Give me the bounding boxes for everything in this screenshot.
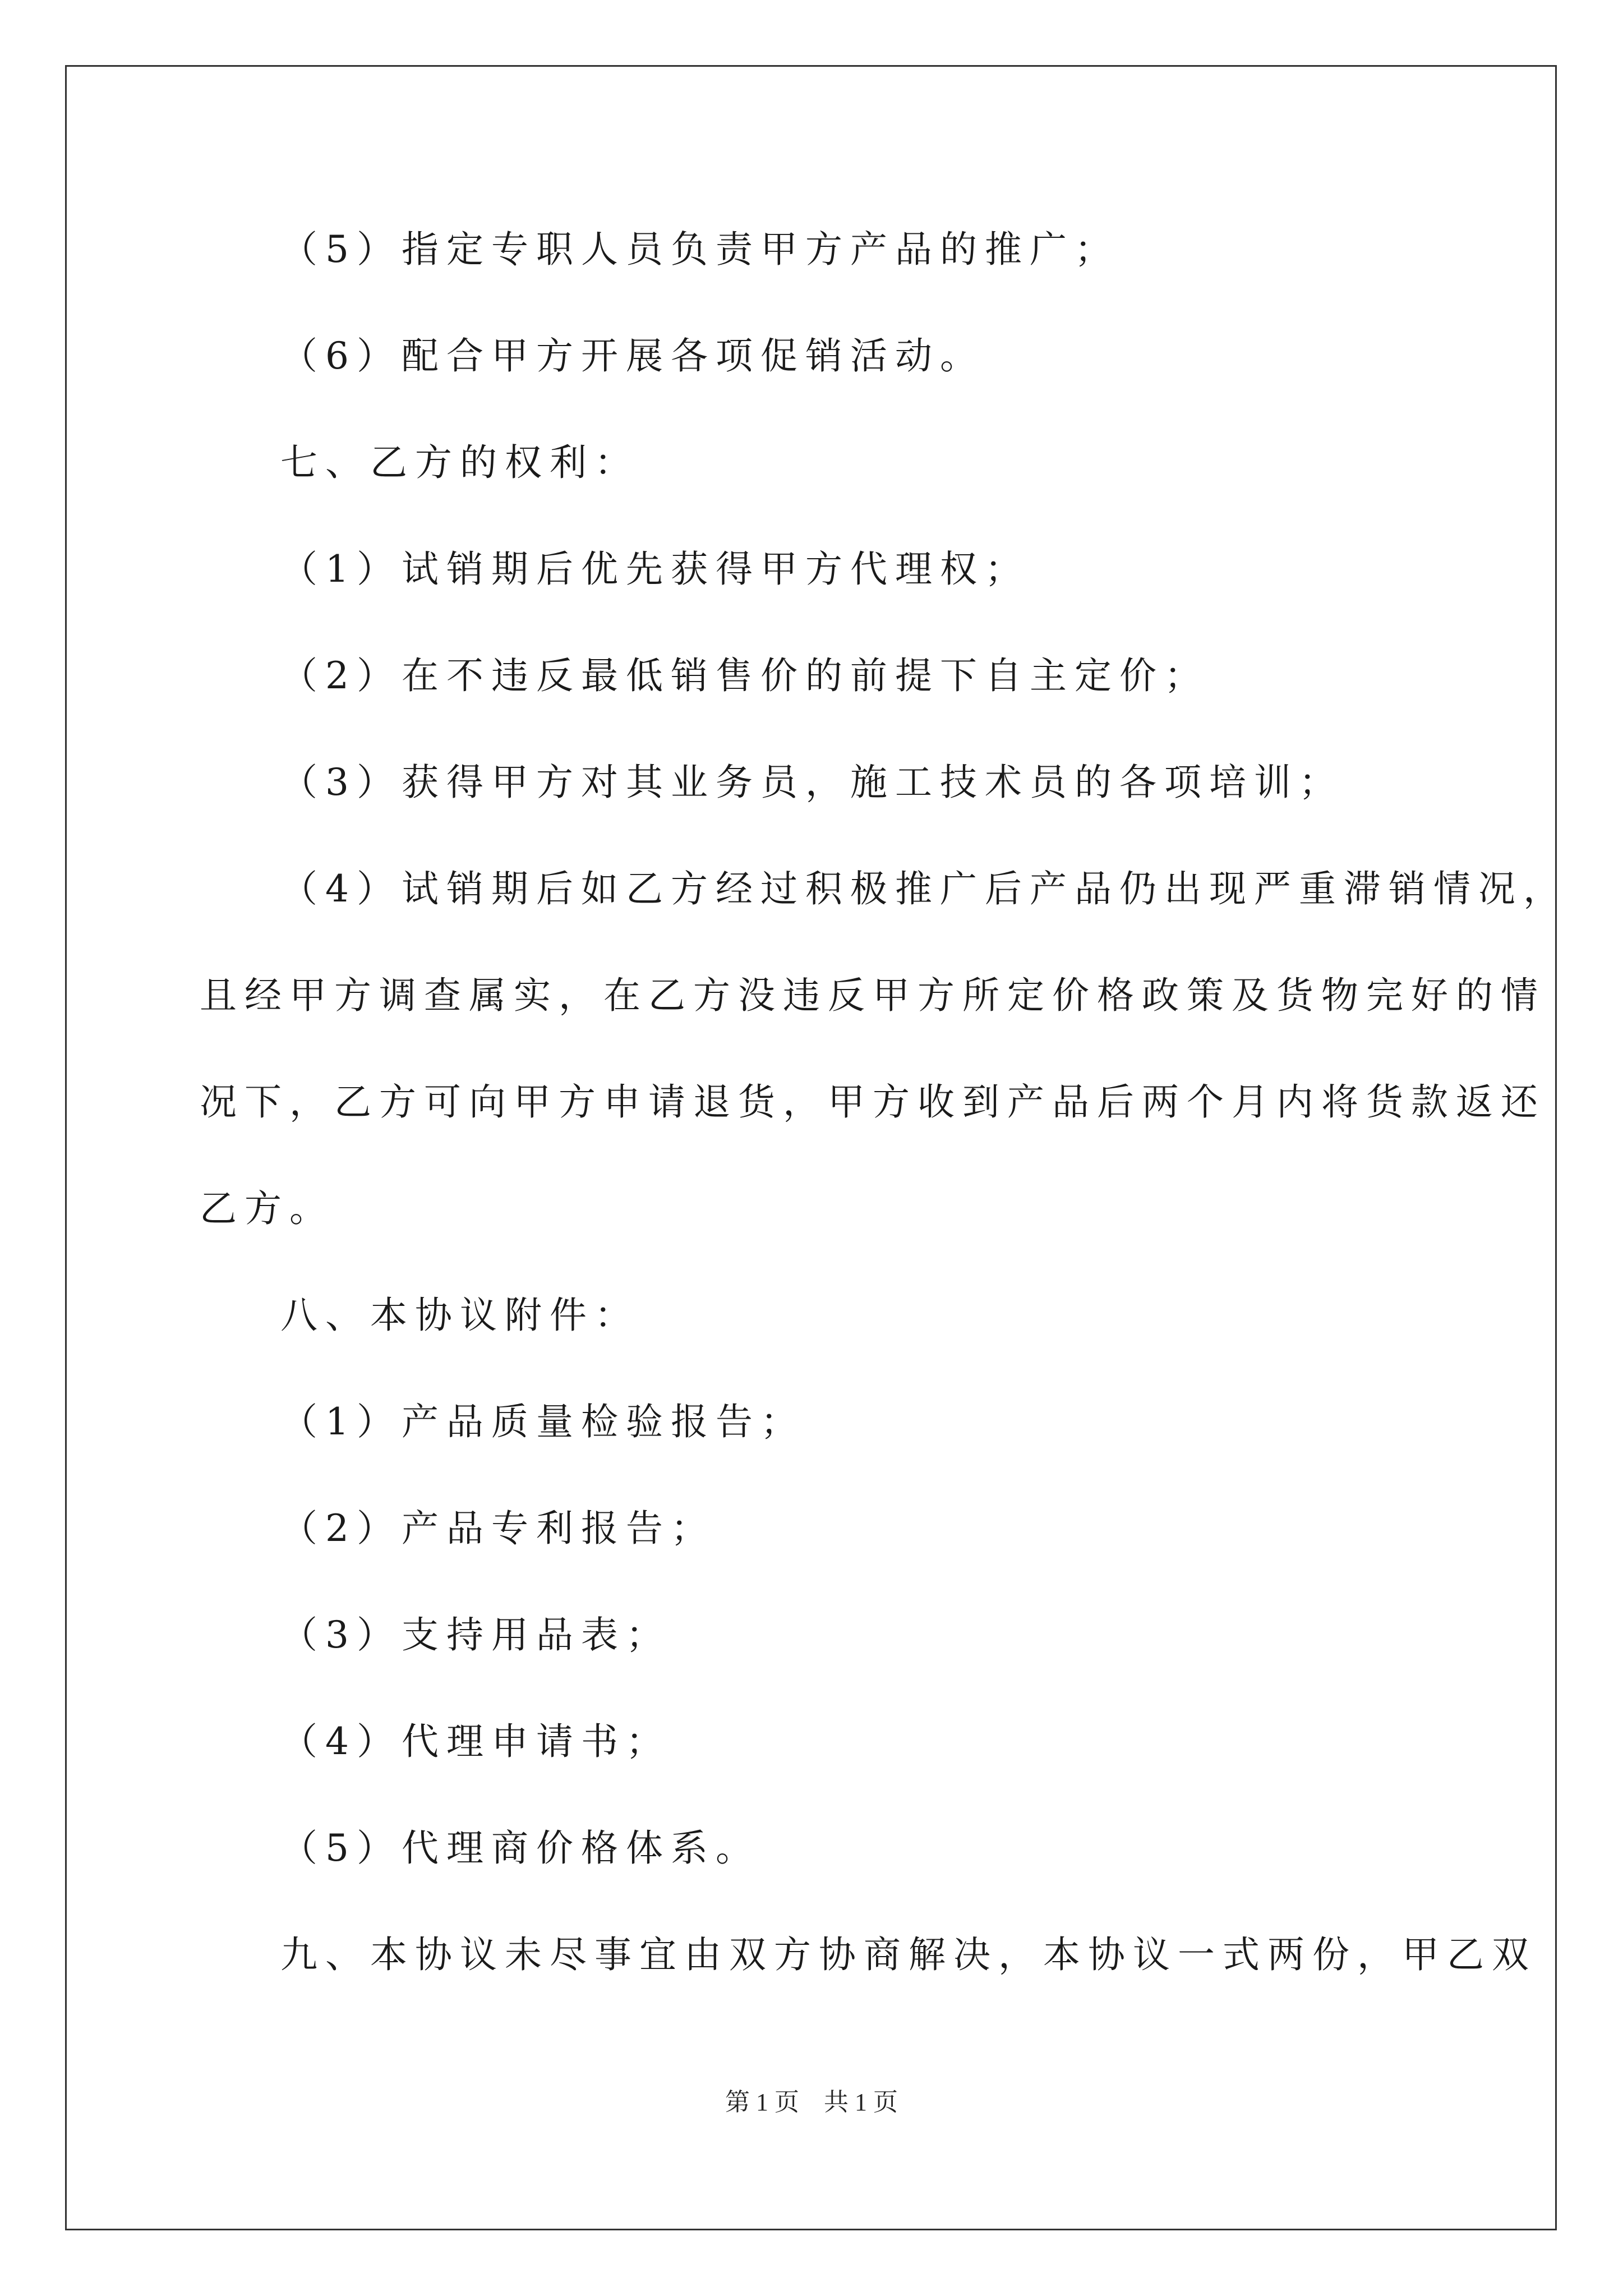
text-line: （3）获得甲方对其业务员，施工技术员的各项培训；	[280, 761, 1344, 804]
page-footer: 第 1 页 共 1 页	[725, 2088, 898, 2116]
text-line: 况下，乙方可向甲方申请退货，甲方收到产品后两个月内将货款返还	[200, 1080, 1546, 1124]
section-heading: 八、本协议附件：	[280, 1294, 639, 1337]
text-line: （5）指定专职人员负责甲方产品的推广；	[280, 228, 1119, 271]
section-heading: 九、本协议未尽事宜由双方协商解决，本协议一式两份，甲乙双	[280, 1933, 1537, 1976]
text-line: （2）产品专利报告；	[280, 1507, 716, 1550]
text-line: （6）配合甲方开展各项促销活动。	[280, 334, 985, 378]
text-line: （3）支持用品表；	[280, 1613, 671, 1657]
text-line: （4）试销期后如乙方经过积极推广后产品仍出现严重滞销情况，	[280, 867, 1568, 910]
text-line: （2）在不违反最低销售价的前提下自主定价；	[280, 654, 1209, 697]
section-heading: 七、乙方的权利：	[280, 441, 639, 484]
text-line: 乙方。	[200, 1187, 334, 1230]
text-line: （1）试销期后优先获得甲方代理权；	[280, 547, 1030, 591]
text-line: （1）产品质量检验报告；	[280, 1400, 805, 1443]
text-line: 且经甲方调查属实，在乙方没违反甲方所定价格政策及货物完好的情	[200, 974, 1546, 1017]
text-line: （4）代理申请书；	[280, 1720, 671, 1763]
text-line: （5）代理商价格体系。	[280, 1826, 760, 1870]
